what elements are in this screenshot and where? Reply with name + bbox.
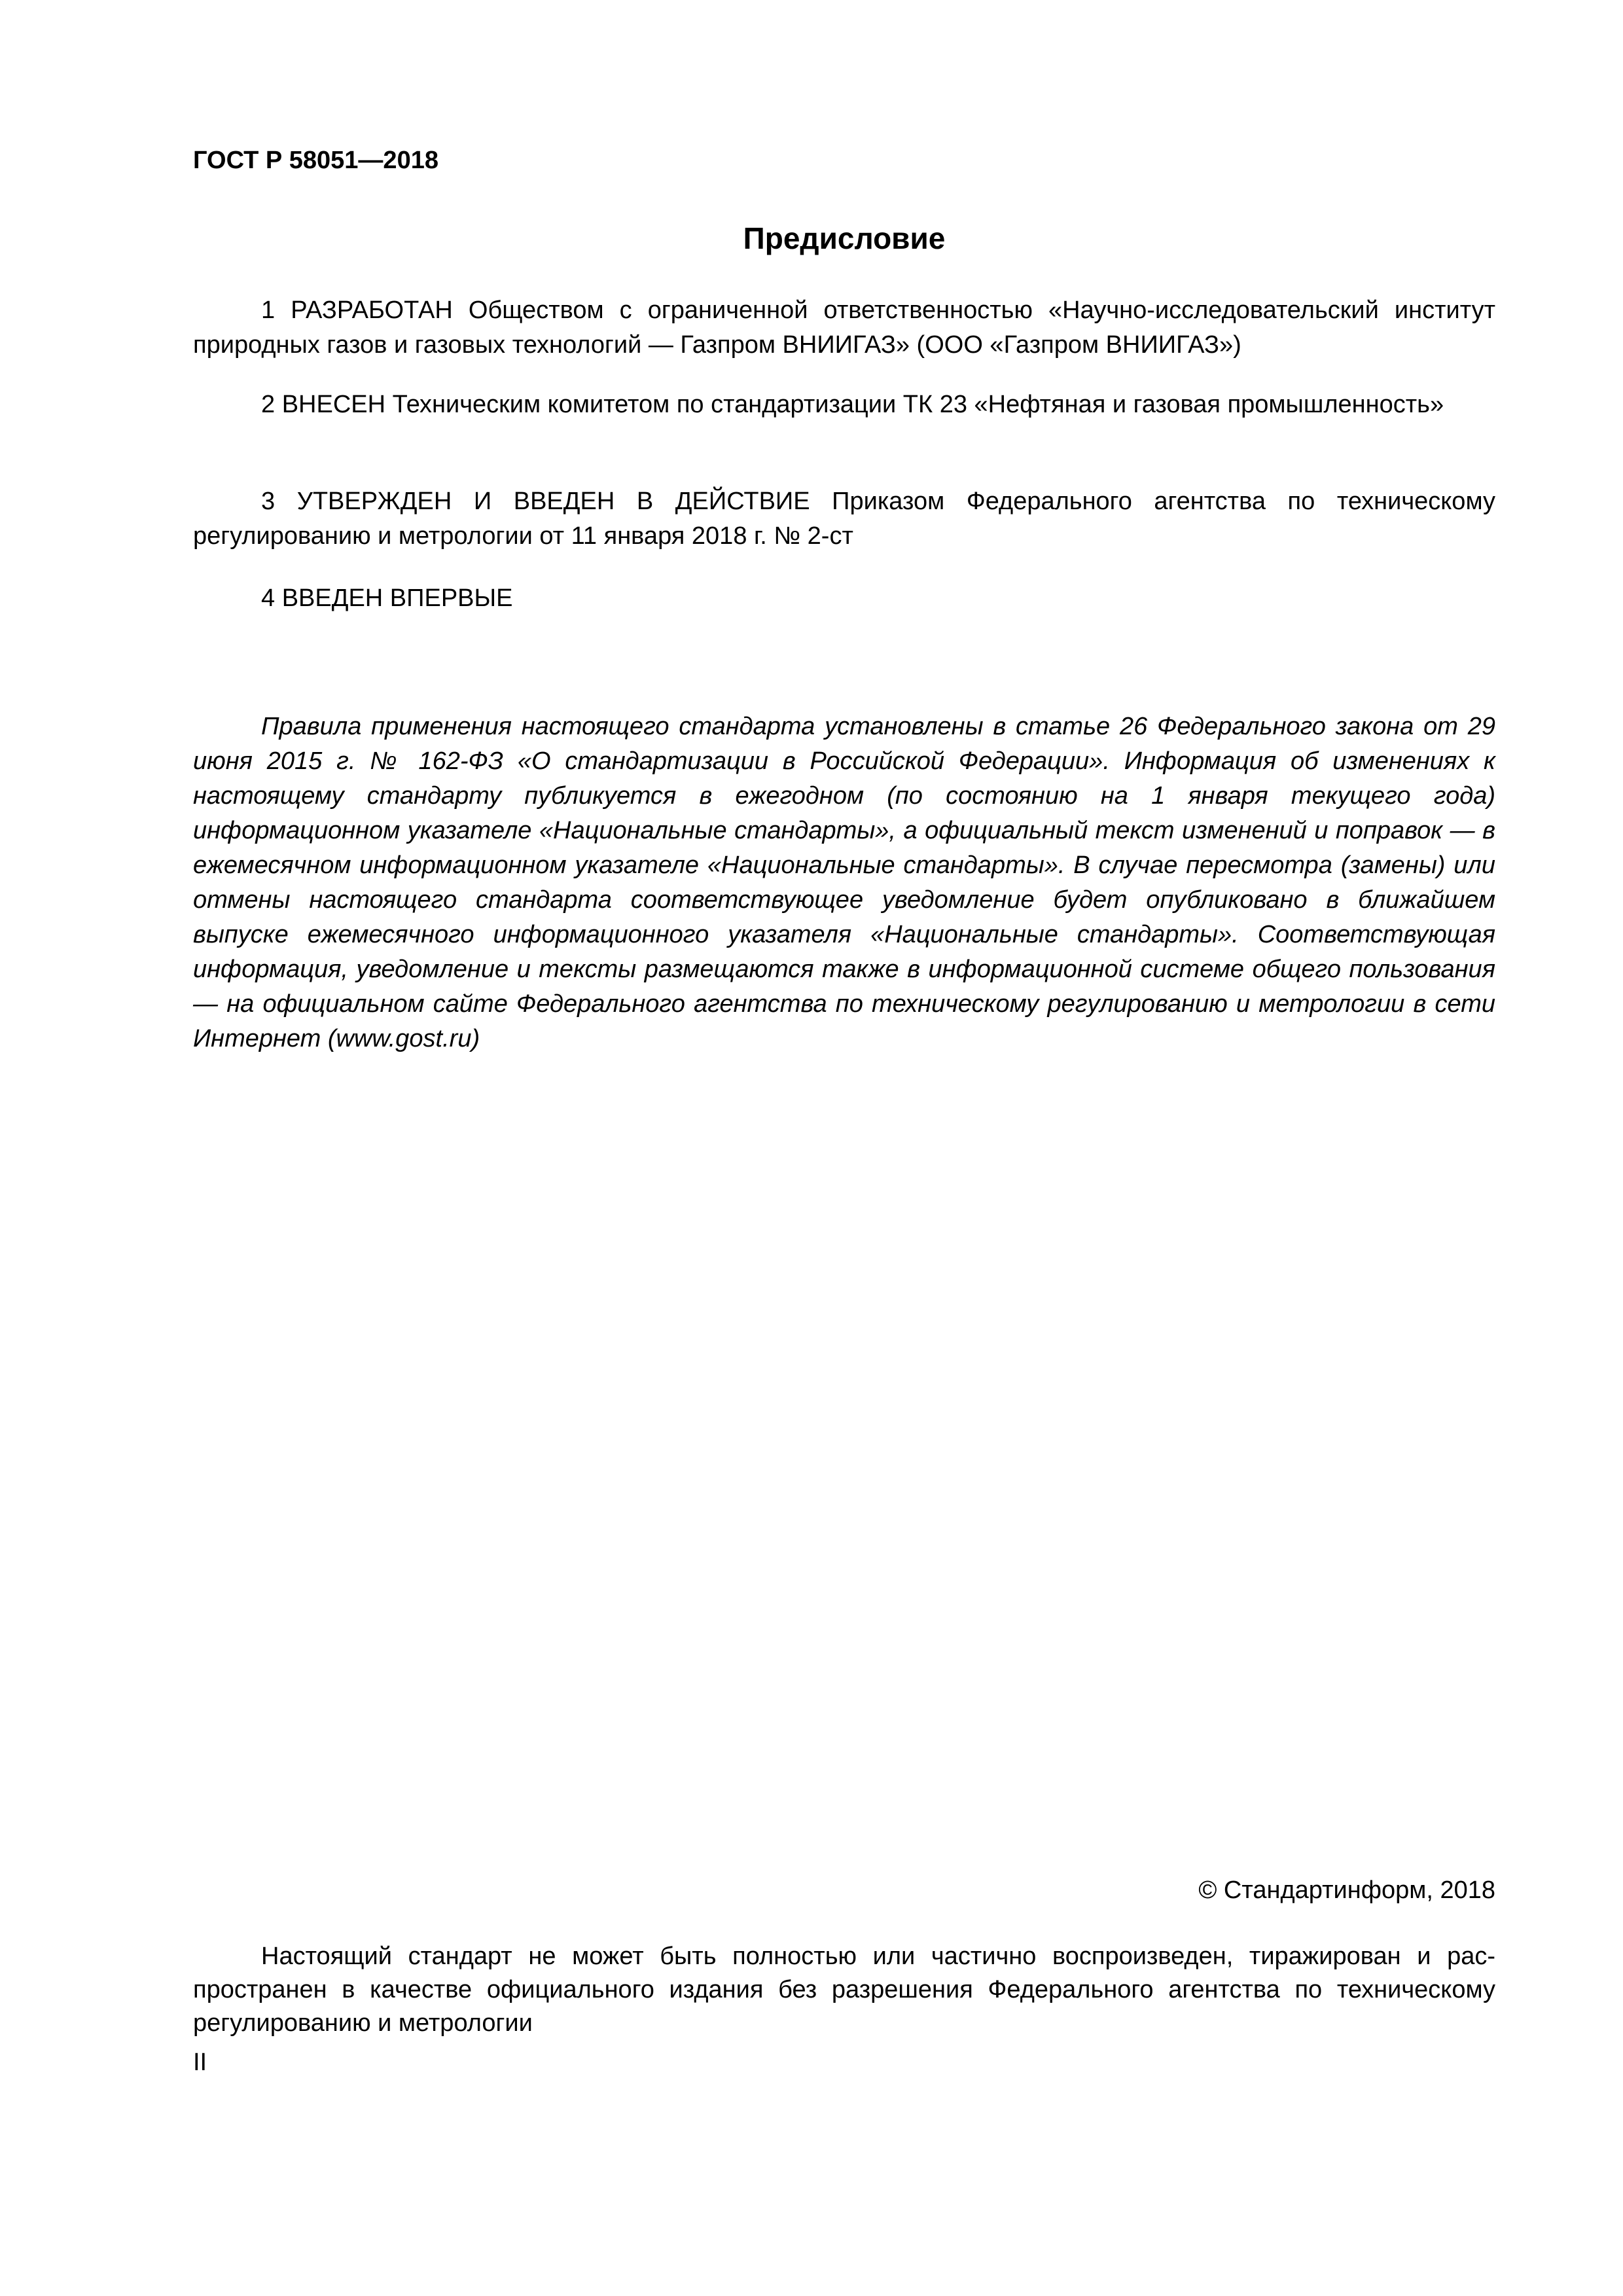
copyright-line: © Стандартинформ, 2018 — [1198, 1876, 1495, 1904]
foreword-item-4: 4 ВВЕДЕН ВПЕРВЫЕ — [261, 584, 513, 612]
foreword-item-1: 1 РАЗРАБОТАН Обществом с ограниченной ответственностью «Научно-исследовательский институт природных газов и газовых технологий — Газпром ВНИИГАЗ» (ООО «Газпром ВНИИГАЗ») — [193, 296, 1495, 359]
page-title: Предисловие — [743, 221, 946, 255]
reproduction-notice: Настоящий стандарт не может быть полностью или частично воспроизведен, тиражирован и распространен в качестве официального издания без разрешения Федерального агентства по техническому регулированию и метрологии — [193, 1943, 1495, 2037]
foreword-item-2: 2 ВНЕСЕН Техническим комитетом по стандартизации ТК 23 «Нефтяная и газовая промышленность» — [261, 391, 1444, 418]
page-number: II — [193, 2049, 207, 2076]
document-code: ГОСТ Р 58051—2018 — [193, 147, 438, 174]
foreword-item-3: 3 УТВЕРЖДЕН И ВВЕДЕН В ДЕЙСТВИЕ Приказом Федерального агентства по техническому регулированию и метрологии от 11 января 2018 г. № 2-ст — [193, 488, 1495, 550]
standard-application-note: Правила применения настоящего стандарта установлены в статье 26 Федерального закона от 29 июня 2015 г. № 162-ФЗ «О стандартизации в Российской Федерации». Информация об изменениях к настоящему стандарту публикуется в ежегодном (по состоянию на 1 января текущего года) информационном указателе «Национальные стандарты», а официальный текст изменений и поправок — в ежемесячном информационном указателе «Национальные стандарты». В случае пересмотра (замены) или отмены настоящего стандарта соответствующее уведомление будет опубликовано в ближайшем выпуске ежемесячного информационного указателя «Национальные стандарты». Соответствующая информация, уведомление и тексты размещаются также в информационной системе общего пользования — на официальном сайте Федерального агентства по техническому регулированию и метрологии в сети Интернет (www.gost.ru) — [193, 713, 1495, 1052]
